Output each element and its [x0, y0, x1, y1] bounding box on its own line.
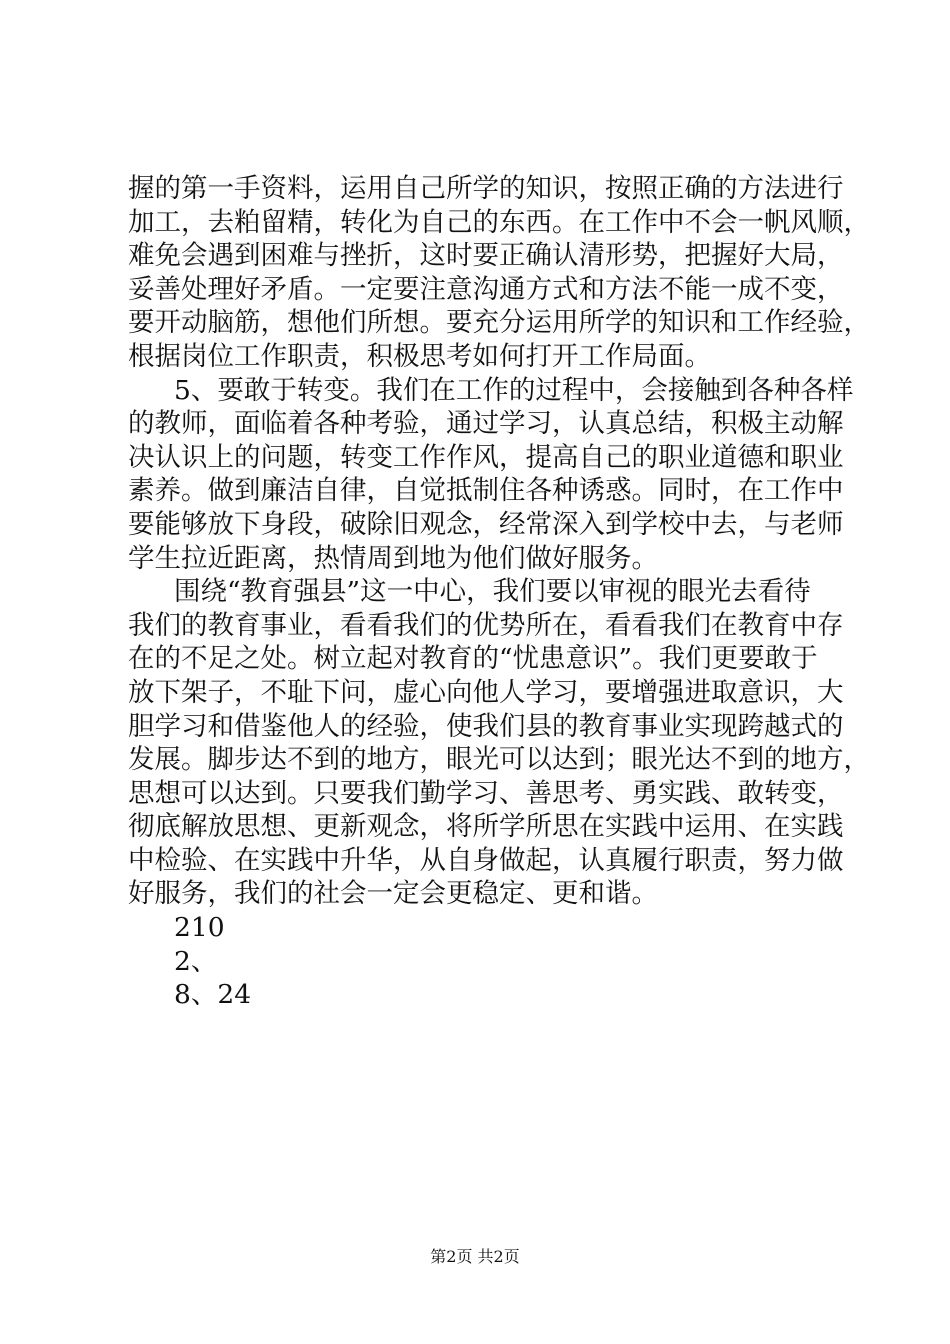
document-body: [128, 172, 870, 1012]
text-line: 思想可以达到。只要我们勤学习、善思考、勇实践、敢转变，: [128, 777, 844, 809]
trailing-number-line: 8、24: [174, 979, 252, 1011]
text-line: 要能够放下身段，破除旧观念，经常深入到学校中去，与老师: [128, 508, 844, 540]
text-line: 的教师，面临着各种考验，通过学习，认真总结，积极主动解: [128, 408, 844, 440]
text-line: 好服务，我们的社会一定会更稳定、更和谐。: [128, 878, 658, 910]
text-line: 我们的教育事业，看看我们的优势所在，看看我们在教育中存: [128, 609, 844, 641]
text-line: 胆学习和借鉴他人的经验，使我们县的教育事业实现跨越式的: [128, 710, 844, 742]
text-line: 在的不足之处。树立起对教育的“忧患意识”。我们更要敢于: [128, 643, 818, 675]
text-line: 中检验、在实践中升华，从自身做起，认真履行职责，努力做: [128, 844, 844, 876]
text-line: 妥善处理好矛盾。一定要注意沟通方式和方法不能一成不变，: [128, 273, 844, 305]
text-line: 握的第一手资料，运用自己所学的知识，按照正确的方法进行: [128, 173, 844, 204]
trailing-number-line: 2、: [174, 945, 218, 977]
text-line: 根据岗位工作职责，积极思考如何打开工作局面。: [128, 340, 711, 372]
text-line: 决认识上的问题，转变工作作风，提高自己的职业道德和职业: [128, 441, 844, 473]
text-line: 彻底解放思想、更新观念，将所学所思在实践中运用、在实践: [128, 811, 844, 843]
text-line: 加工，去粕留精，转化为自己的东西。在工作中不会一帆风顺，: [128, 206, 870, 238]
text-line: 素养。做到廉洁自律，自觉抵制住各种诱惑。同时，在工作中: [128, 475, 844, 507]
text-line: 难免会遇到困难与挫折，这时要正确认清形势，把握好大局，: [128, 240, 844, 272]
paragraph-start-line: 围绕“教育强县”这一中心，我们要以审视的眼光去看待: [174, 576, 811, 608]
page-footer: 第2页 共2页: [430, 1247, 520, 1266]
text-line: 学生拉近距离，热情周到地为他们做好服务。: [128, 542, 658, 574]
paragraph-start-line: 5、要敢于转变。我们在工作的过程中，会接触到各种各样: [174, 374, 854, 406]
text-line: 放下架子，不耻下问，虚心向他人学习，要增强进取意识，大: [128, 676, 844, 708]
trailing-number-line: 210: [174, 912, 225, 944]
text-line: 发展。脚步达不到的地方，眼光可以达到；眼光达不到的地方，: [128, 744, 870, 776]
text-line: 要开动脑筋，想他们所想。要充分运用所学的知识和工作经验，: [128, 307, 870, 339]
